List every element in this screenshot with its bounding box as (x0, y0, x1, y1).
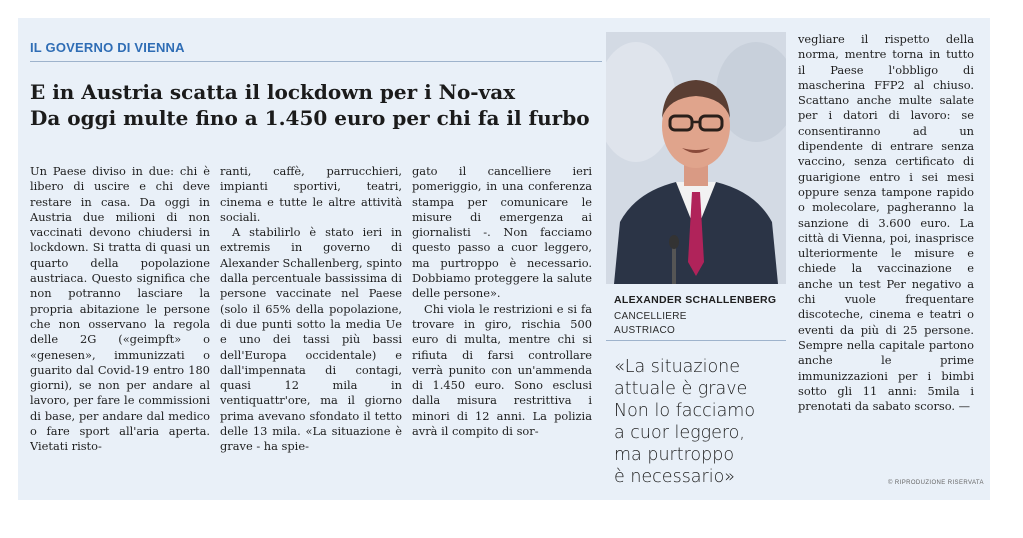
photo-caption-role: AUSTRIACO (614, 325, 676, 336)
kicker-rule (30, 61, 602, 62)
pull-quote-line: Non lo facciamo (614, 401, 756, 421)
body-column-2 (220, 164, 402, 500)
article (18, 18, 990, 500)
pull-quote-line: attuale è grave (614, 379, 748, 399)
portrait-photo (606, 32, 786, 284)
photo-caption-name: ALEXANDER SCHALLENBERG (614, 294, 777, 306)
headline-line-1: E in Austria scatta il lockdown per i No-vax (30, 80, 516, 104)
body-paragraph: gato il cancelliere ieri pomeriggio, in una conferenza stampa per comunicare le misure di emergenza ai giornalisti -. Non facciamo questo passo a cuor leggero, ma purtroppo è necessario. Dobbiamo proteggere la salute delle persone». (412, 164, 592, 301)
body-paragraph: A stabilirlo è stato ieri in extremis in governo di Alexander Schallenberg, spinto dalla percentuale bassissima di persone vaccinate nel Paese (solo il 65% della popolazione, di due punti sotto la media Ue e uno dei tassi più bassi dell'Europa occidentale) e dall'impennata di contagi, quasi 12 mila in ventiquattr'ore, ma il giorno prima avevano sfondato il tetto delle 13 mila. «La situazione è grave - ha spie- (220, 225, 402, 454)
body-paragraph: vegliare il rispetto della norma, mentre torna in tutto il Paese l'obbligo di mascherina FFP2 al chiuso. Scattano anche multe salate per i datori di lavoro: se consentiranno ad un dipendente di entrare senza vaccino, senza certificato di guarigione entro i sei mesi oppure senza tampone rapido o molecolare, pagheranno la sanzione di 3.600 euro. La città di Vienna, poi, inasprisce ulteriormente le misure e chiede la vaccinazione e anche un test Per negativo a chi vuole frequentare discoteche, cinema e teatri o eventi da più di 25 persone. Sempre nella capitale partono anche le prime immunizzazioni per i bimbi sotto gli 11 anni: 5mila i prenotati da sabato scorso. — (798, 32, 974, 414)
photo-caption-role: CANCELLIERE (614, 311, 687, 322)
body-column-1 (30, 164, 210, 500)
headline-line-2: Da oggi multe fino a 1.450 euro per chi fa il furbo (30, 106, 590, 130)
pull-quote-line: ma purtroppo (614, 445, 735, 465)
copyright-credit: © RIPRODUZIONE RISERVATA (888, 480, 984, 486)
body-column-3 (412, 164, 592, 500)
body-column-4 (798, 32, 974, 494)
quote-rule (606, 340, 786, 341)
body-paragraph: ranti, caffè, parrucchieri, impianti sportivi, teatri, cinema e tutte le altre attività sociali. (220, 164, 402, 224)
pull-quote-line: è necessario» (614, 467, 736, 487)
section-kicker: IL GOVERNO DI VIENNA (30, 40, 185, 55)
pull-quote-line: a cuor leggero, (614, 423, 745, 443)
portrait-illustration (606, 32, 786, 284)
body-paragraph: Chi viola le restrizioni e si fa trovare in giro, rischia 500 euro di multa, mentre chi si rifiuta di farsi controllare verrà punito con un'ammenda di 1.450 euro. Sono esclusi dalla misura restrittiva i minori di 12 anni. La polizia avrà il compito di sor- (412, 301, 592, 439)
pull-quote-line: «La situazione (614, 357, 741, 377)
body-paragraph: Un Paese diviso in due: chi è libero di uscire e chi deve restare in casa. Da oggi in Austria due milioni di non vaccinati devono chiudersi in lockdown. Si tratta di quasi un quarto della popolazione austriaca. Questo significa che non potranno lasciare la propria abitazione le persone che non osservano la regola delle 2G («geimpft» o «genesen», immunizzati o guarito dal Covid-19 entro 180 giorni), se non per andare al lavoro, per fare le commissioni di base, per andare dal medico o fare sport all'aria aperta. Vietati risto- (30, 164, 210, 454)
